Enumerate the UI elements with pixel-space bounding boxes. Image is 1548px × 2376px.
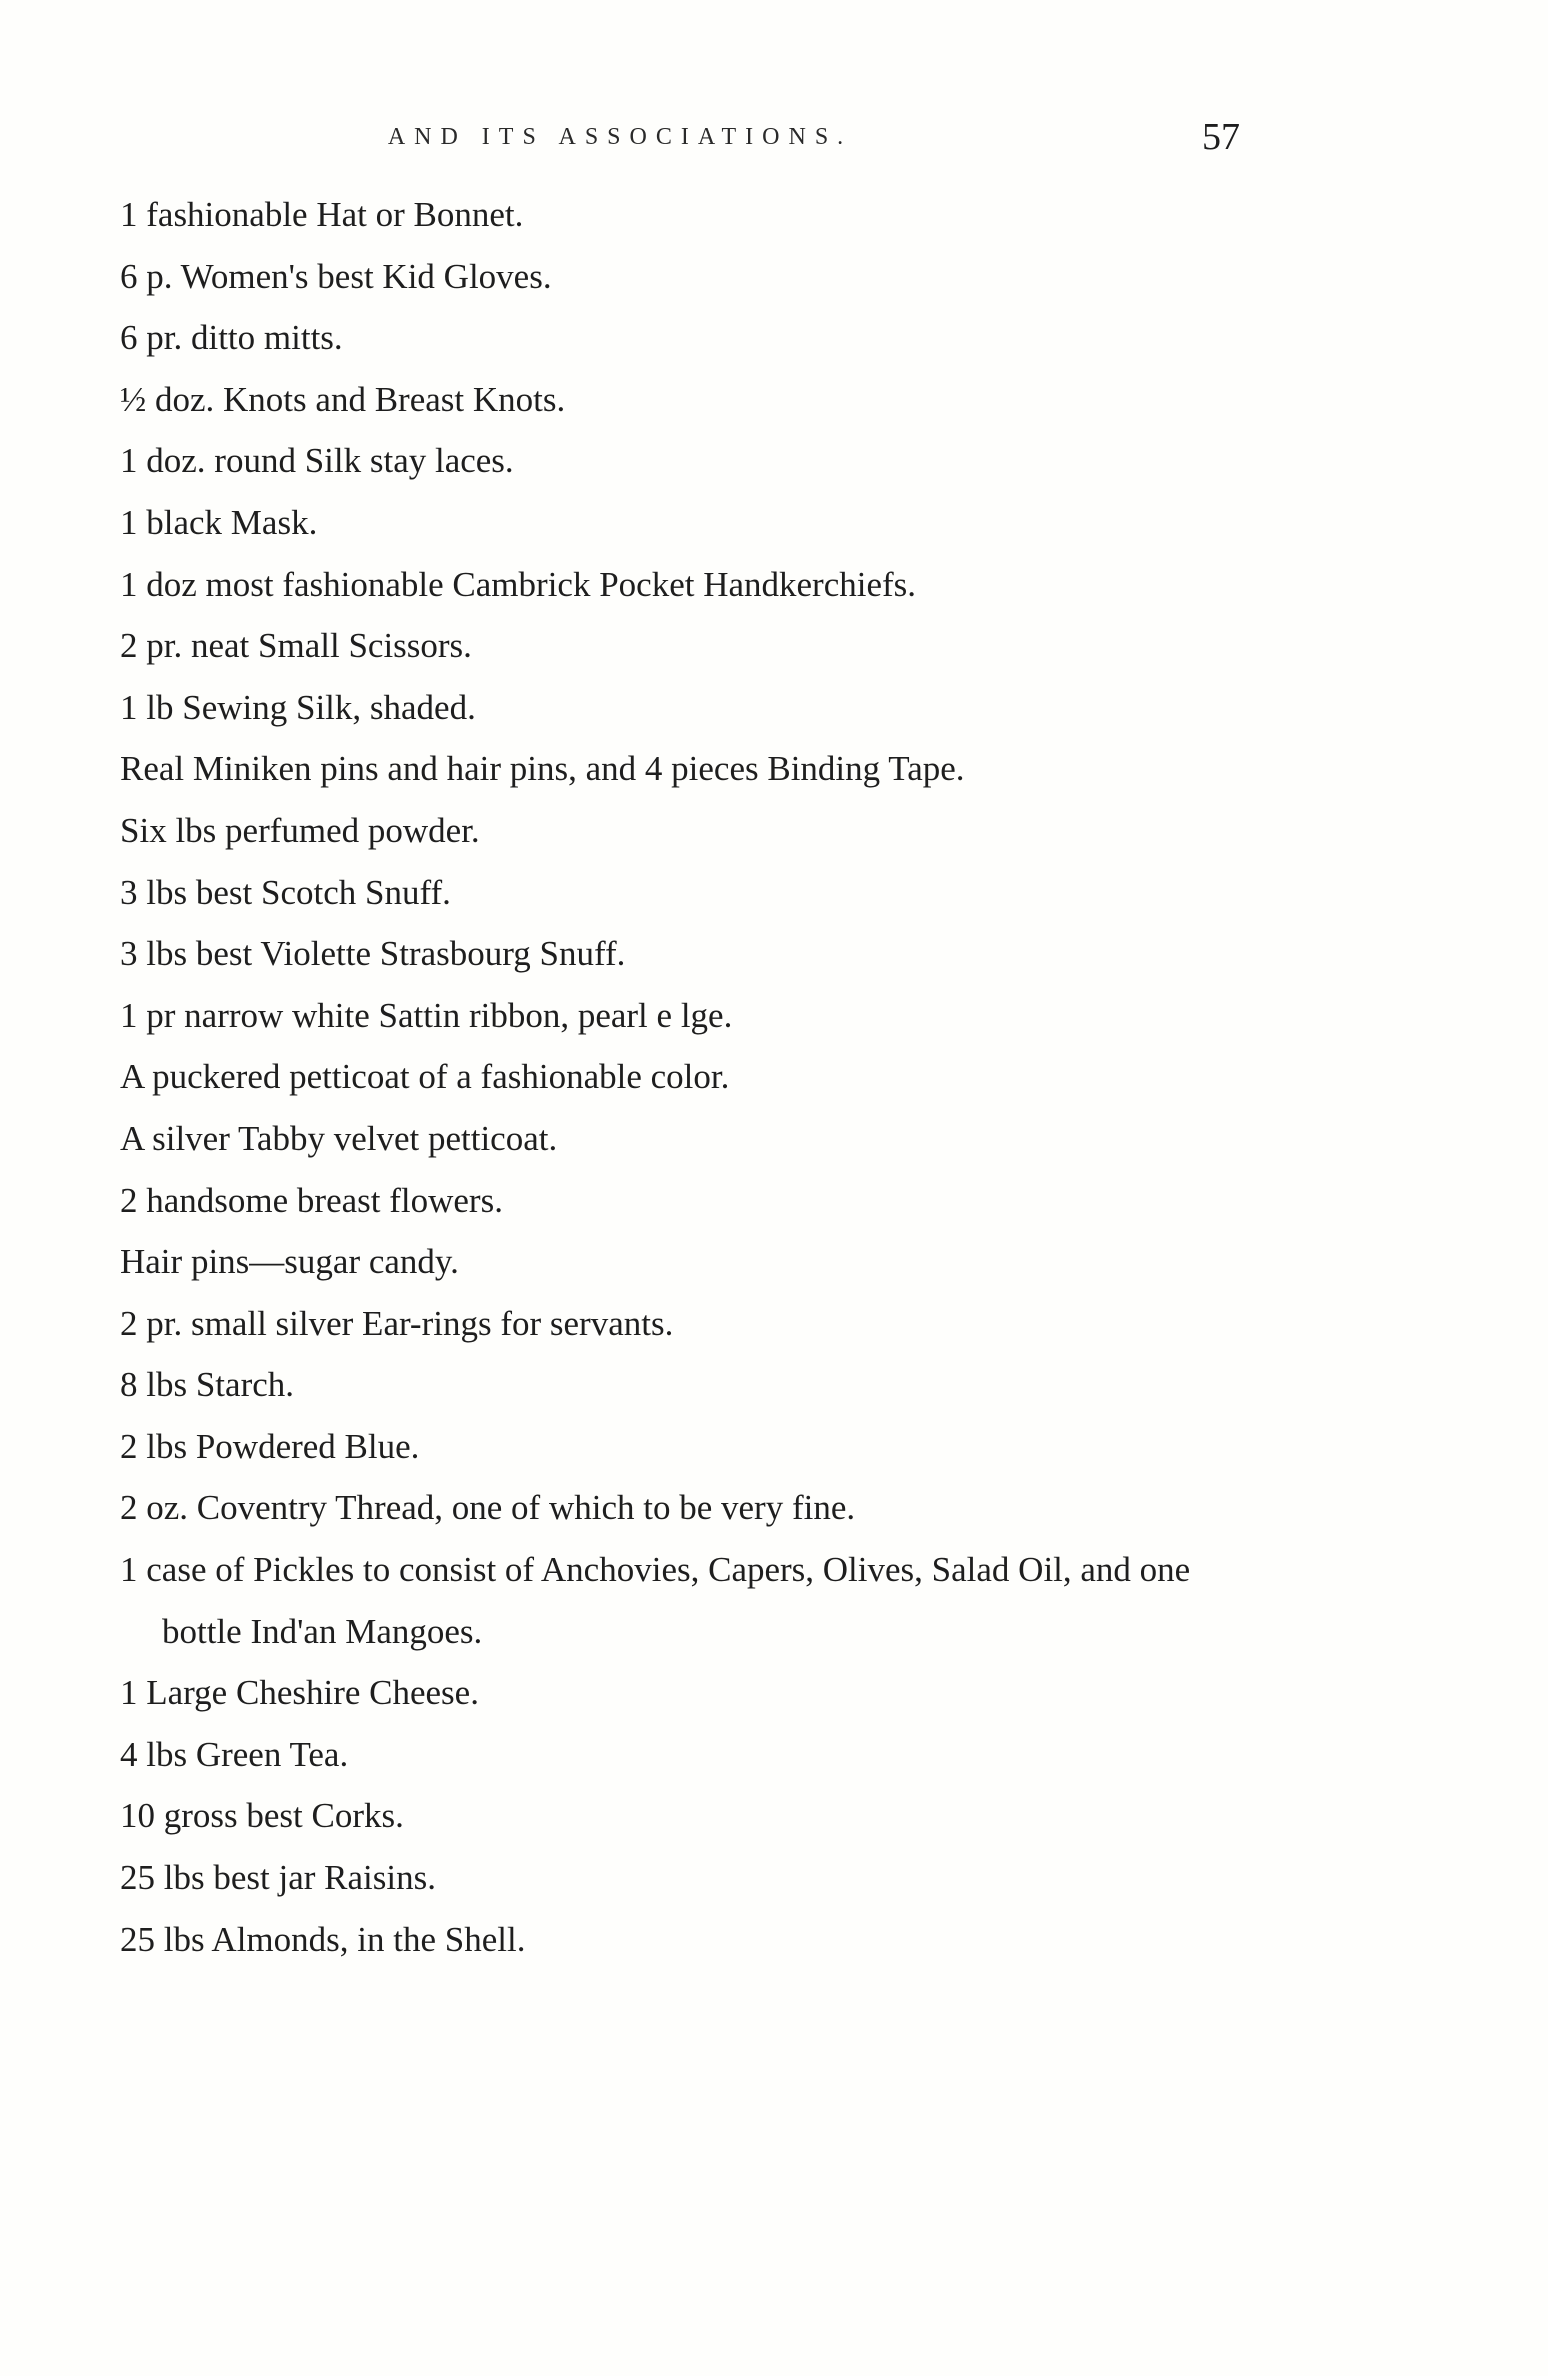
list-item: 25 lbs best jar Raisins. (120, 1858, 436, 1898)
shopping-list (120, 184, 1260, 1970)
running-title: AND ITS ASSOCIATIONS. (387, 124, 853, 150)
page-number: 57 (1202, 116, 1240, 158)
list-item: 1 doz most fashionable Cambrick Pocket Handkerchiefs. (120, 564, 917, 604)
list-item: 2 lbs Powdered Blue. (120, 1426, 420, 1466)
running-head (120, 112, 1240, 162)
list-item: 2 oz. Coventry Thread, one of which to be very fine. (120, 1488, 856, 1528)
list-item: 1 black Mask. (120, 502, 318, 542)
list-item: 1 pr narrow white Sattin ribbon, pearl e lge. (120, 995, 733, 1035)
list-item: ½ doz. Knots and Breast Knots. (120, 379, 566, 419)
list-item: 2 handsome breast flowers. (120, 1180, 503, 1220)
list-item: Hair pins—sugar candy. (120, 1242, 459, 1282)
list-item: 2 pr. neat Small Scissors. (120, 626, 472, 666)
list-item: 6 p. Women's best Kid Gloves. (120, 256, 552, 296)
list-item: 25 lbs Almonds, in the Shell. (120, 1919, 526, 1959)
list-item: 2 pr. small silver Ear-rings for servants. (120, 1303, 674, 1343)
list-item: 3 lbs best Scotch Snuff. (120, 872, 451, 912)
list-item: A puckered petticoat of a fashionable color. (120, 1057, 730, 1097)
list-item: 1 fashionable Hat or Bonnet. (120, 195, 524, 234)
list-item: 6 pr. ditto mitts. (120, 318, 343, 358)
list-item: Real Miniken pins and hair pins, and 4 pieces Binding Tape. (120, 749, 965, 789)
list-item: Six lbs perfumed powder. (120, 810, 480, 850)
list-item: 1 case of Pickles to consist of Anchovies, Capers, Olives, Salad Oil, and one bottle Ind'an Mangoes. (120, 1550, 1191, 1651)
list-item: 1 doz. round Silk stay laces. (120, 441, 514, 481)
list-item: 4 lbs Green Tea. (120, 1734, 349, 1774)
list-item: 1 lb Sewing Silk, shaded. (120, 687, 476, 727)
list-item: 8 lbs Starch. (120, 1365, 295, 1405)
list-item: 10 gross best Corks. (120, 1796, 404, 1836)
list-item: 3 lbs best Violette Strasbourg Snuff. (120, 934, 626, 974)
list-item: 1 Large Cheshire Cheese. (120, 1673, 479, 1713)
list-item: A silver Tabby velvet petticoat. (120, 1118, 558, 1158)
